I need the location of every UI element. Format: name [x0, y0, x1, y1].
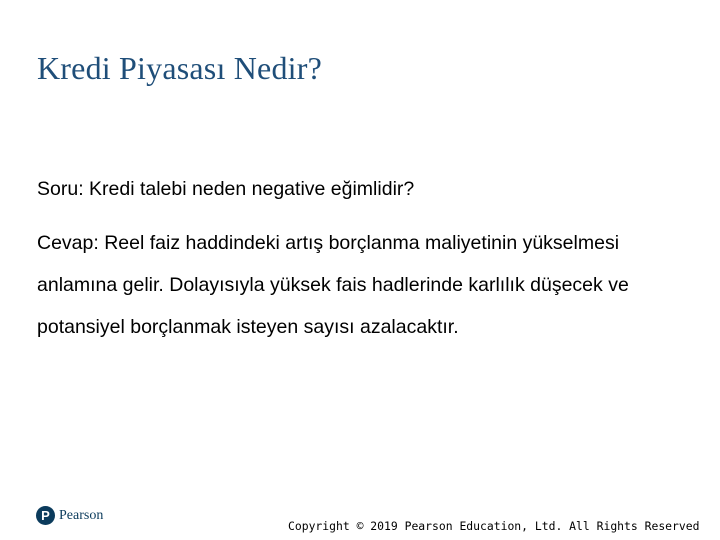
pearson-logo-icon: P [36, 506, 55, 525]
slide-title: Kredi Piyasası Nedir? [37, 50, 323, 86]
question-paragraph [37, 168, 697, 210]
question-text: Kredi talebi neden negative eğimlidir? [83, 178, 415, 200]
pearson-logo-text: Pearson [59, 507, 104, 523]
answer-text: Reel faiz haddindeki artış borçlanma maliyetinin yükselmesi anlamına gelir. Dolayısıyla yüksek fais hadlerinde karlılık düşecek ve potansiyel borçlanmak isteyen sayısı azalacaktır. [37, 232, 629, 338]
question-label: Soru: [37, 178, 84, 200]
copyright-notice: Copyright © 2019 Pearson Education, Ltd. All Rights Reserved [288, 519, 700, 533]
slide-body [37, 168, 697, 360]
pearson-logo [36, 506, 103, 525]
answer-paragraph [37, 222, 697, 348]
answer-label: Cevap: [37, 232, 99, 254]
